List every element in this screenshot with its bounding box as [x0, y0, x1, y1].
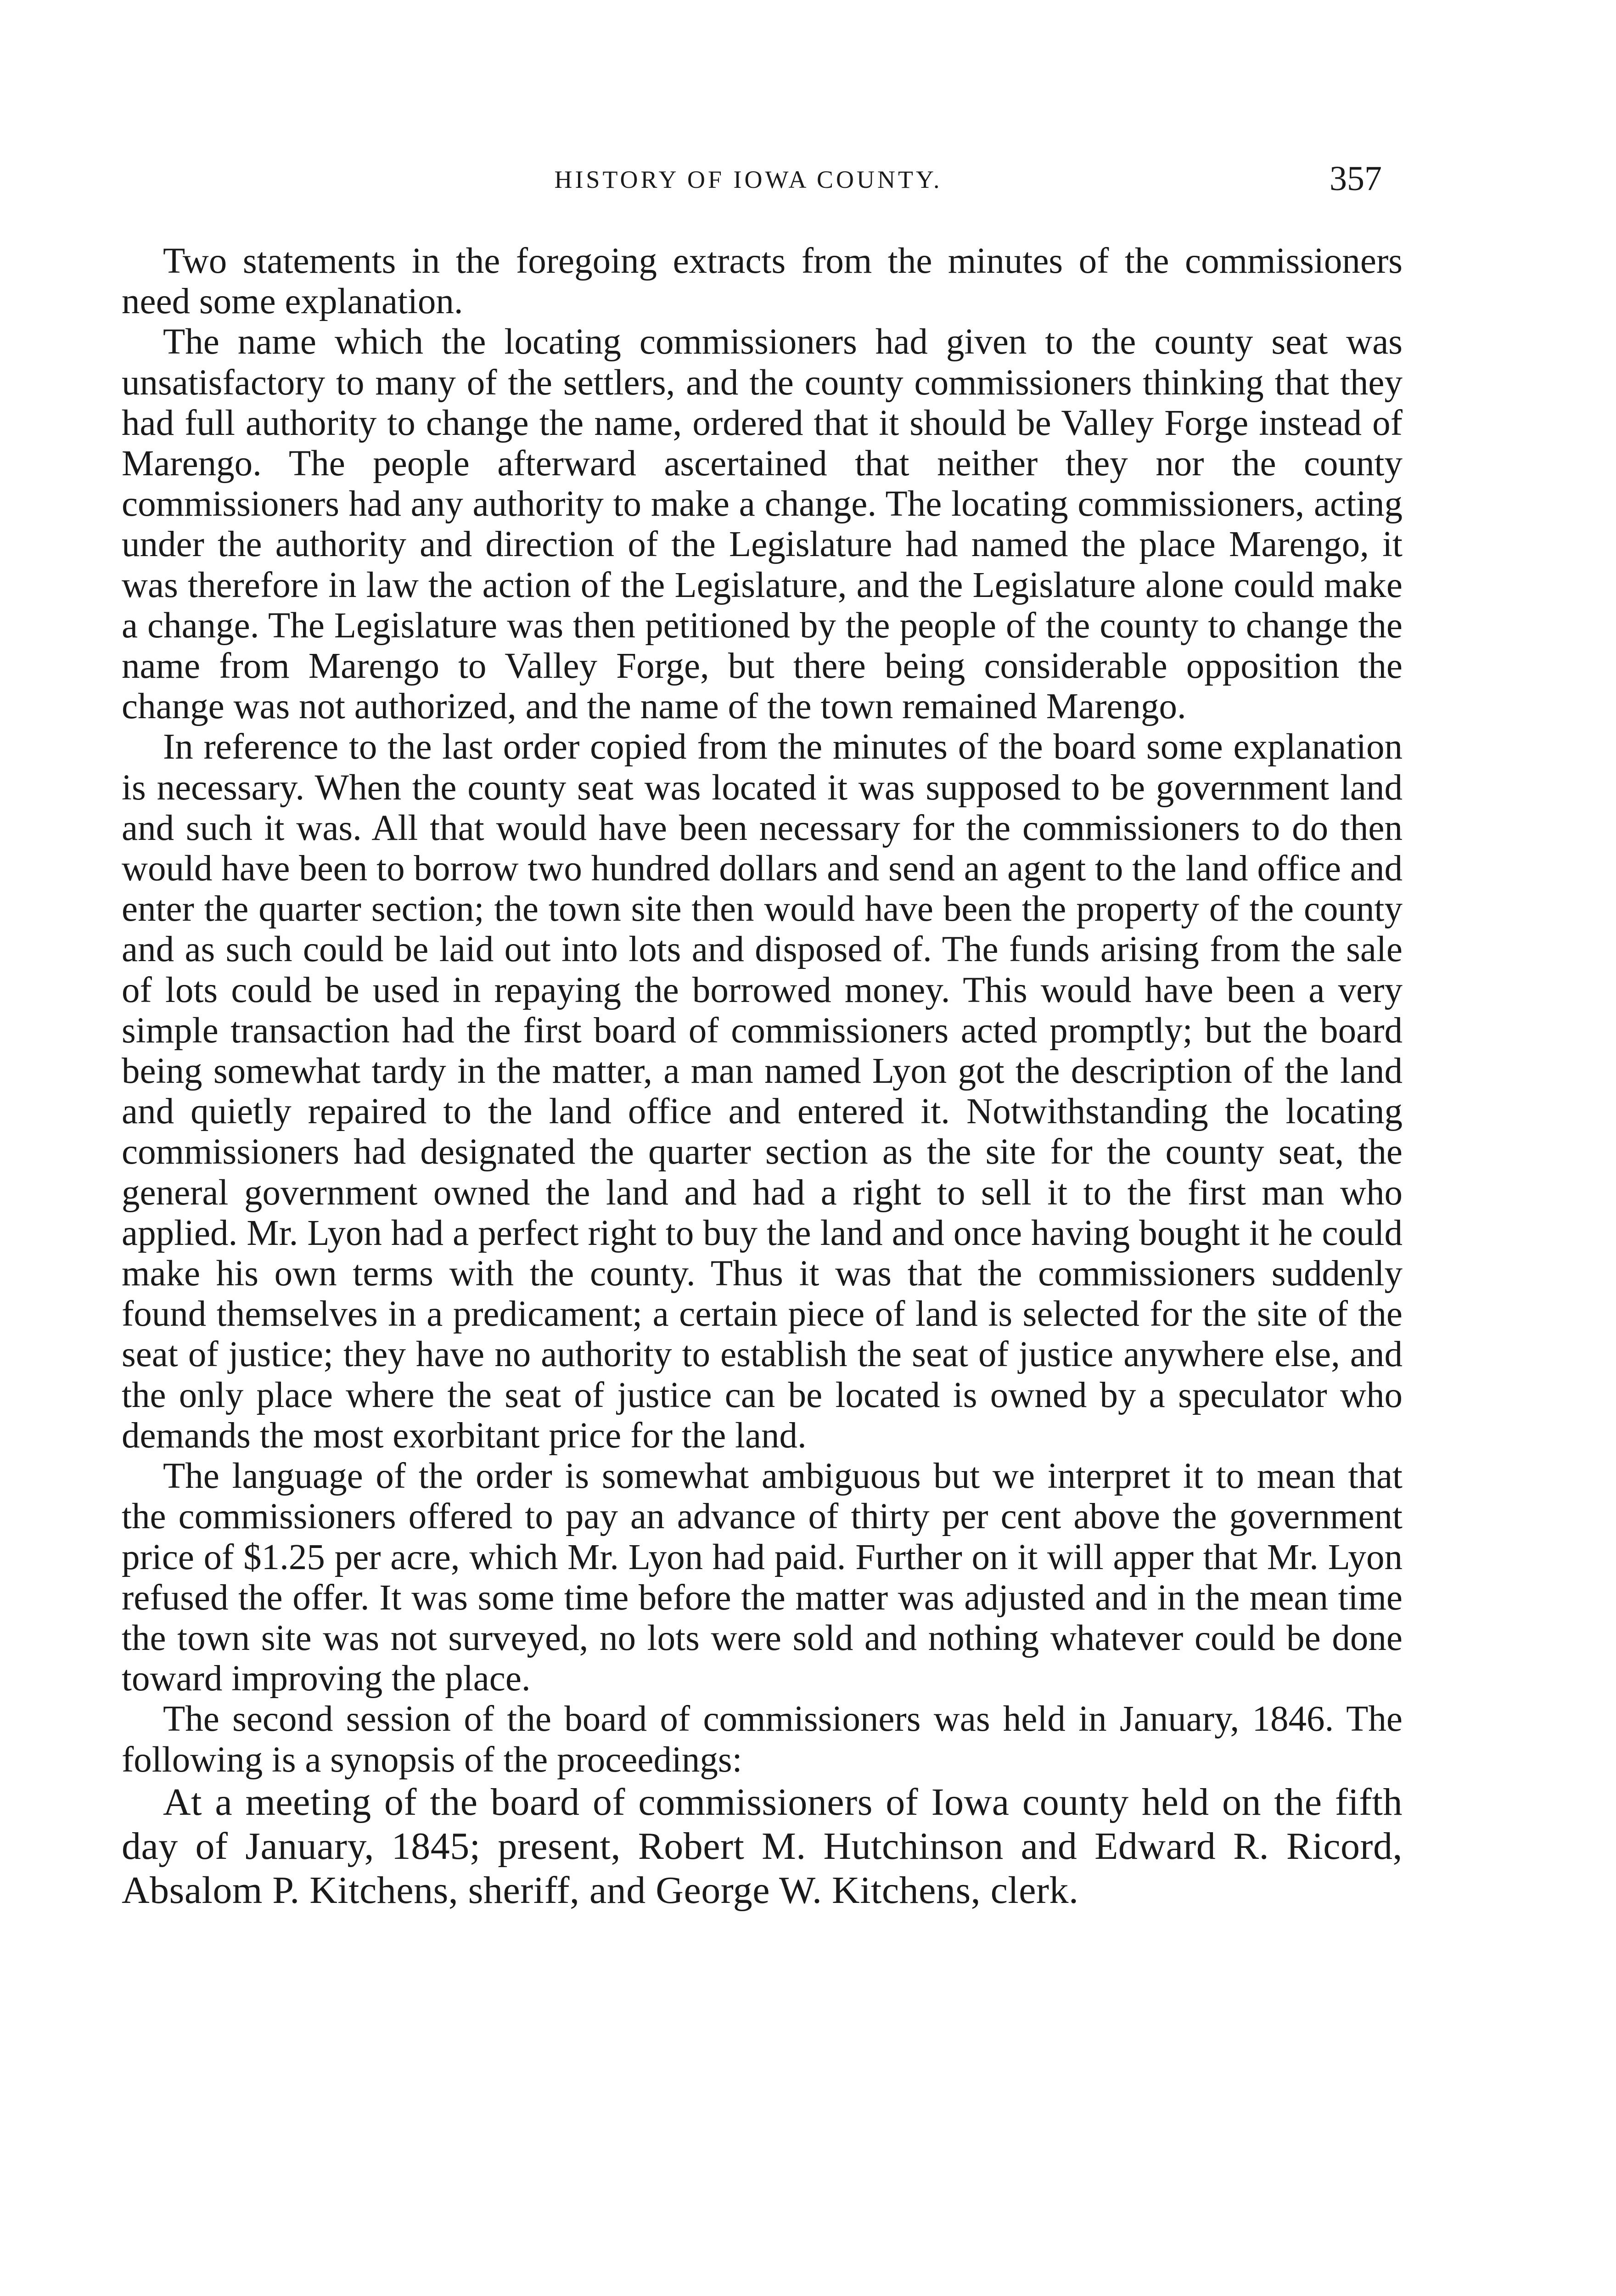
paragraph-order-interpretation: The language of the order is somewhat ambiguous but we interpret it to mean that the commissioners offered to pay an advance of thirty per cent above the government price of $1.25 per acre, which Mr. Lyon had paid. Further on it will apper that Mr. Lyon refused the offer. It was some time before the matter was adjusted and in the mean time the town site was not surveyed, no lots were sold and nothing whatever could be done toward improving the place.	[122, 1456, 1403, 1699]
page-number: 357	[1330, 159, 1382, 198]
paragraph-second-session: The second session of the board of commissioners was held in January, 1846. The following is a synopsis of the proceedings:	[122, 1699, 1403, 1780]
paragraph-meeting: At a meeting of the board of commissioners of Iowa county held on the fifth day of January, 1845; present, Robert M. Hutchinson and Edward R. Ricord, Absalom P. Kitchens, sheriff, and George W. Kitchens, clerk.	[122, 1780, 1403, 1912]
paragraph-explanation-intro: Two statements in the foregoing extracts from the minutes of the commissioners need some explanation.	[122, 241, 1403, 322]
running-head	[115, 159, 1382, 202]
running-title: HISTORY OF IOWA COUNTY.	[554, 166, 943, 193]
paragraph-land-purchase: In reference to the last order copied from the minutes of the board some explanation is necessary. When the county seat was located it was supposed to be government land and such it was. All that would have been necessary for the commissioners to do then would have been to borrow two hundred dollars and send an agent to the land office and enter the quarter section; the town site then would have been the property of the county and as such could be laid out into lots and disposed of. The funds arising from the sale of lots could be used in repaying the borrowed money. This would have been a very simple transaction had the first board of commissioners acted promptly; but the board being somewhat tardy in the matter, a man named Lyon got the description of the land and quietly repaired to the land office and entered it. Notwithstanding the locating commissioners had designated the quarter section as the site for the county seat, the general government owned the land and had a right to sell it to the first man who applied. Mr. Lyon had a perfect right to buy the land and once having bought it he could make his own terms with the county. Thus it was that the commissioners suddenly found themselves in a predicament; a certain piece of land is selected for the site of the seat of justice; they have no authority to establish the seat of justice anywhere else, and the only place where the seat of justice can be located is owned by a speculator who demands the most exorbitant price for the land.	[122, 727, 1403, 1456]
body-text	[122, 241, 1403, 1913]
paragraph-county-seat-name: The name which the locating commissioners had given to the county seat was unsatisfactory to many of the settlers, and the county commissioners thinking that they had full authority to change the name, ordered that it should be Valley Forge instead of Marengo. The people afterward ascertained that neither they nor the county commissioners had any authority to make a change. The locating commissioners, acting under the authority and direction of the Legislature had named the place Marengo, it was therefore in law the action of the Legislature, and the Legislature alone could make a change. The Legislature was then petitioned by the people of the county to change the name from Marengo to Valley Forge, but there being considerable opposition the change was not authorized, and the name of the town remained Marengo.	[122, 322, 1403, 727]
